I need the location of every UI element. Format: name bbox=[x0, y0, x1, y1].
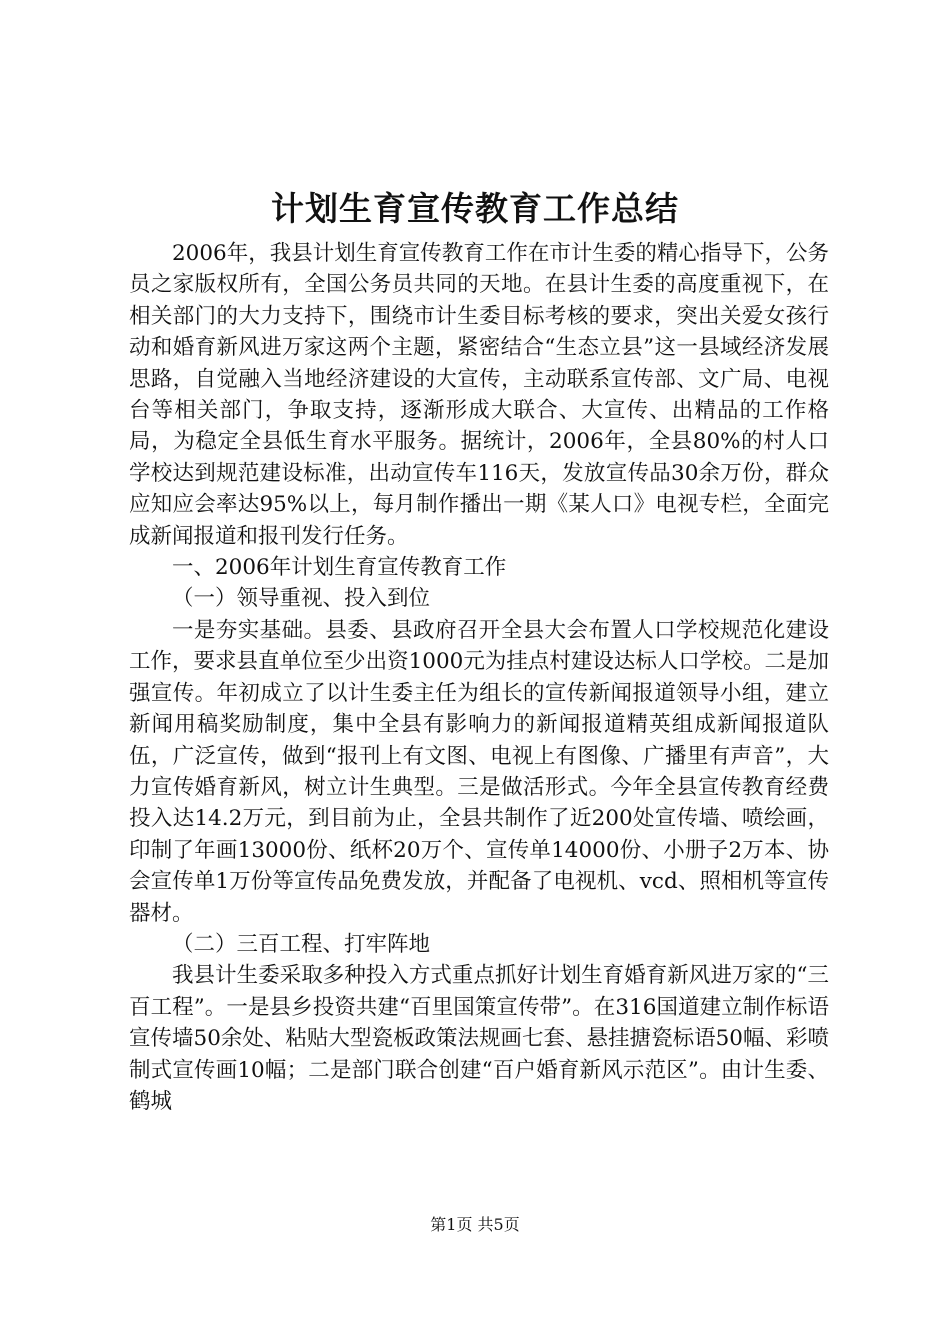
subsection-heading-2: （二）三百工程、打牢阵地 bbox=[172, 931, 431, 957]
paragraph-subsection-2: 我县计生委采取多种投入方式重点抓好计划生育婚育新风进万家的“三百工程”。一是县乡投资共建“百里国策宣传带”。在316国道建立制作标语宣传墙50余处、粘贴大型瓷板政策法规画七套、悬挂搪瓷标语50幅、彩喷制式宣传画10幅；二是部门联合创建“百户婚育新风示范区”。由计生委、鹤城 bbox=[129, 963, 829, 1114]
document-title: 计划生育宣传教育工作总结 bbox=[271, 189, 679, 228]
document-body bbox=[129, 238, 829, 1117]
paragraph-subsection-1: 一是夯实基础。县委、县政府召开全县大会布置人口学校规范化建设工作，要求县直单位至少出资1000元为挂点村建设达标人口学校。二是加强宣传。年初成立了以计生委主任为组长的宣传新闻报道领导小组，建立新闻用稿奖励制度，集中全县有影响力的新闻报道精英组成新闻报道队伍，广泛宣传，做到“报刊上有文图、电视上有图像、广播里有声音”，大力宣传婚育新风，树立计生典型。三是做活形式。今年全县宣传教育经费投入达14.2万元，到目前为止，全县共制作了近200处宣传墙、喷绘画，印制了年画13000份、纸杯20万个、宣传单14000份、小册子2万本、协会宣传单1万份等宣传品免费发放，并配备了电视机、vcd、照相机等宣传器材。 bbox=[129, 617, 829, 926]
paragraph-intro: 2006年，我县计划生育宣传教育工作在市计生委的精心指导下，公务员之家版权所有，全国公务员共同的天地。在县计生委的高度重视下，在相关部门的大力支持下，围绕市计生委目标考核的要求，突出关爱女孩行动和婚育新风进万家这两个主题，紧密结合“生态立县”这一县域经济发展思路，自觉融入当地经济建设的大宣传，主动联系宣传部、文广局、电视台等相关部门，争取支持，逐渐形成大联合、大宣传、出精品的工作格局，为稳定全县低生育水平服务。据统计，2006年，全县80%的村人口学校达到规范建设标准，出动宣传车116天，发放宣传品30余万份，群众应知应会率达95%以上，每月制作播出一期《某人口》电视专栏，全面完成新闻报道和报刊发行任务。 bbox=[129, 241, 829, 549]
subsection-heading-1: （一）领导重视、投入到位 bbox=[172, 586, 431, 612]
section-heading-1: 一、2006年计划生育宣传教育工作 bbox=[172, 555, 507, 581]
page-footer: 第1页 共5页 bbox=[430, 1215, 520, 1234]
